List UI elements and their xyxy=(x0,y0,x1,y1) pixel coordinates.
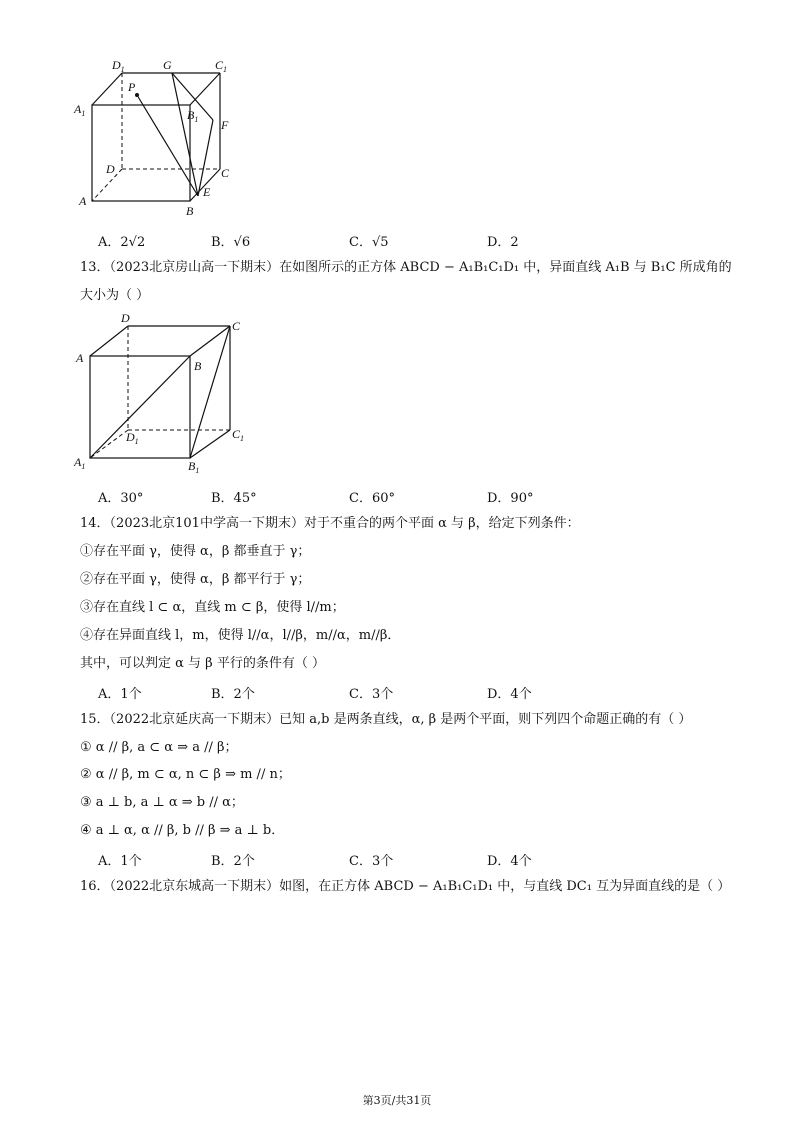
q12-option-a[interactable]: A．2√2 xyxy=(98,235,146,250)
label-A1: $A_1$ xyxy=(74,455,86,471)
label-E: E xyxy=(203,185,211,199)
q15-option-d[interactable]: D．4个 xyxy=(487,854,532,869)
label-C: C xyxy=(232,319,241,333)
q14-stem: 14．（2023北京101中学高一下期末）对于不重合的两个平面 α 与 β，给定下列条件： xyxy=(80,516,580,531)
label-B1: $B_1$ xyxy=(187,108,199,124)
label-A: A xyxy=(76,351,84,365)
q14-option-b[interactable]: B．2个 xyxy=(211,687,255,702)
label-P: P xyxy=(128,80,136,94)
label-D: D xyxy=(121,311,130,325)
q15-option-a[interactable]: A．1个 xyxy=(98,854,142,869)
cube-figure-12 xyxy=(70,55,250,220)
label-A: A xyxy=(79,194,87,208)
label-A1: $A_1$ xyxy=(74,102,86,118)
q15-option-b[interactable]: B．2个 xyxy=(211,854,255,869)
q13-option-d[interactable]: D．90° xyxy=(487,491,534,506)
label-B: B xyxy=(194,359,202,373)
q14-option-a[interactable]: A．1个 xyxy=(98,687,142,702)
q12-option-c[interactable]: C．√5 xyxy=(349,235,389,250)
q14-option-d[interactable]: D．4个 xyxy=(487,687,532,702)
label-F: F xyxy=(221,118,229,132)
label-G: G xyxy=(163,58,172,72)
q15-proposition-3: ③ a ⊥ b, a ⊥ α ⇒ b // α； xyxy=(80,795,244,810)
q14-condition-2: ②存在平面 γ，使得 α，β 都平行于 γ； xyxy=(80,572,311,587)
q16-stem: 16．（2022北京东城高一下期末）如图，在正方体 ABCD − A₁B₁C₁D₁ 中，与直线 DC₁ 互为异面直线的是（ ） xyxy=(80,879,731,894)
q12-option-d[interactable]: D．2 xyxy=(487,235,519,250)
label-D1: $D_1$ xyxy=(126,430,139,446)
q14-condition-4: ④存在异面直线 l，m，使得 l//α，l//β，m//α，m//β． xyxy=(80,628,401,643)
label-C1: $C_1$ xyxy=(215,58,228,74)
cube-figure-13 xyxy=(70,310,250,480)
q13-option-b[interactable]: B．45° xyxy=(211,491,257,506)
label-B1: $B_1$ xyxy=(188,459,200,475)
q13-option-a[interactable]: A．30° xyxy=(98,491,144,506)
label-D1: $D_1$ xyxy=(112,58,125,74)
label-C1: $C_1$ xyxy=(232,427,245,443)
q13-stem-line1: 13．（2023北京房山高一下期末）在如图所示的正方体 ABCD − A₁B₁C₁D₁ 中，异面直线 A₁B 与 B₁C 所成角的 xyxy=(80,260,732,275)
q15-option-c[interactable]: C．3个 xyxy=(349,854,394,869)
q14-option-c[interactable]: C．3个 xyxy=(349,687,394,702)
q15-stem: 15．（2022北京延庆高一下期末）已知 a,b 是两条直线，α, β 是两个平面，则下列四个命题正确的有（ ） xyxy=(80,712,692,727)
q14-question: 其中，可以判定 α 与 β 平行的条件有（ ） xyxy=(80,656,325,671)
q14-condition-1: ①存在平面 γ，使得 α，β 都垂直于 γ； xyxy=(80,544,311,559)
q15-proposition-2: ② α // β, m ⊂ α, n ⊂ β ⇒ m // n； xyxy=(80,767,291,782)
q12-option-b[interactable]: B．√6 xyxy=(211,235,251,250)
q13-stem-line2: 大小为（ ） xyxy=(80,288,150,303)
label-C: C xyxy=(221,166,230,180)
label-B: B xyxy=(186,204,194,218)
page-footer: 第3页/共31页 xyxy=(362,1094,432,1107)
label-D: D xyxy=(106,162,115,176)
q15-proposition-4: ④ a ⊥ α, α // β, b // β ⇒ a ⊥ b． xyxy=(80,823,285,838)
q14-condition-3: ③存在直线 l ⊂ α，直线 m ⊂ β，使得 l//m； xyxy=(80,600,345,615)
q13-option-c[interactable]: C．60° xyxy=(349,491,395,506)
q15-proposition-1: ① α // β, a ⊂ α ⇒ a // β； xyxy=(80,740,238,755)
